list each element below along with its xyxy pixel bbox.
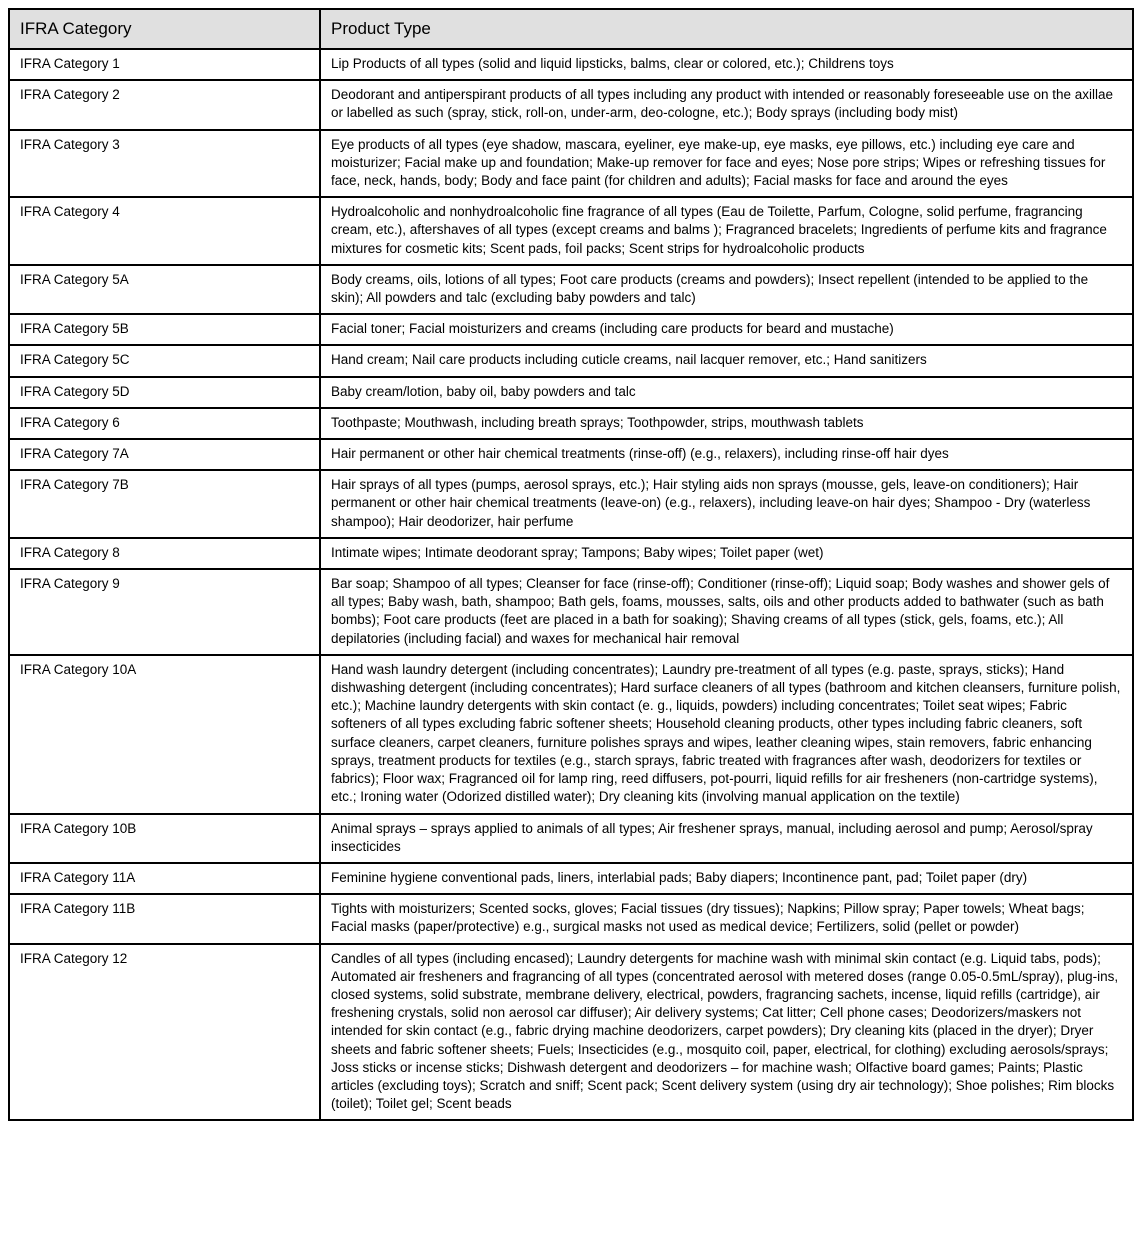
table-row (9, 408, 1133, 439)
ifra-category-cell: IFRA Category 7A (9, 439, 320, 470)
ifra-category-cell: IFRA Category 5C (9, 345, 320, 376)
table-row (9, 197, 1133, 265)
table-row (9, 863, 1133, 894)
table-row (9, 814, 1133, 863)
ifra-category-cell: IFRA Category 6 (9, 408, 320, 439)
product-type-cell: Body creams, oils, lotions of all types; Foot care products (creams and powders); Insect repellent (intended to be applied to the skin); All powders and talc (excluding baby powders and talc) (320, 265, 1133, 314)
product-type-cell: Baby cream/lotion, baby oil, baby powders and talc (320, 377, 1133, 408)
ifra-category-cell: IFRA Category 12 (9, 944, 320, 1121)
product-type-cell: Bar soap; Shampoo of all types; Cleanser for face (rinse-off); Conditioner (rinse-off); Liquid soap; Body washes and shower gels of all types; Baby wash, bath, shampoo; Bath gels, foams, mousses, salts, oils and other products added to bathwater (such as bath bombs); Foot care products (feet are placed in a bath for soaking); Shaving creams of all types (stick, gels, foams, etc.); All depilatories (including facial) and waxes for mechanical hair removal (320, 569, 1133, 655)
ifra-category-cell: IFRA Category 11B (9, 894, 320, 943)
product-type-cell: Hair sprays of all types (pumps, aerosol sprays, etc.); Hair styling aids non sprays (mousse, gels, leave-on conditioners); Hair permanent or other hair chemical treatments (leave-on) (e.g., relaxers), including leave-on hair dyes; Shampoo - Dry (waterless shampoo); Hair deodorizer, hair perfume (320, 470, 1133, 538)
ifra-category-cell: IFRA Category 4 (9, 197, 320, 265)
ifra-category-cell: IFRA Category 8 (9, 538, 320, 569)
product-type-cell: Hand wash laundry detergent (including concentrates); Laundry pre-treatment of all types (e.g. paste, sprays, sticks); Hand dishwashing detergent (including concentrates); Hard surface cleaners of all types (bathroom and kitchen cleansers, furniture polish, etc.); Machine laundry detergents with skin contact (e. g., liquids, powders) including concentrates; Toilet seat wipes; Fabric softeners of all types excluding fabric softener sheets; Household cleaning products, other types including fabric cleaners, soft surface cleaners, carpet cleaners, furniture polishes sprays and wipes, leather cleaning wipes, stain removers, fabric enhancing sprays, treatment products for textiles (e.g., starch sprays, fabric treated with fragrances after wash, deodorizers for textiles or fabrics); Floor wax; Fragranced oil for lamp ring, reed diffusers, pot-pourri, liquid refills for air fresheners (non-cartridge systems), etc.; Ironing water (Odorized distilled water); Dry cleaning kits (involving manual application on the textile) (320, 655, 1133, 814)
table-row (9, 377, 1133, 408)
header-cell-ifra-category: IFRA Category (9, 9, 320, 49)
ifra-category-cell: IFRA Category 11A (9, 863, 320, 894)
ifra-category-cell: IFRA Category 9 (9, 569, 320, 655)
table-body (9, 49, 1133, 1120)
table-row (9, 470, 1133, 538)
ifra-category-table (8, 8, 1134, 1121)
header-cell-product-type: Product Type (320, 9, 1133, 49)
table-row (9, 314, 1133, 345)
product-type-cell: Tights with moisturizers; Scented socks, gloves; Facial tissues (dry tissues); Napkins; Pillow spray; Paper towels; Wheat bags; Facial masks (paper/protective) e.g., surgical masks not used as medical device; Fertilizers, solid (pellet or powder) (320, 894, 1133, 943)
product-type-cell: Feminine hygiene conventional pads, liners, interlabial pads; Baby diapers; Incontinence pant, pad; Toilet paper (dry) (320, 863, 1133, 894)
table-row (9, 49, 1133, 80)
table-row (9, 944, 1133, 1121)
table-row (9, 80, 1133, 129)
product-type-cell: Deodorant and antiperspirant products of all types including any product with intended or reasonably foreseeable use on the axillae or labelled as such (spray, stick, roll-on, under-arm, deo-cologne, etc.); Body sprays (including body mist) (320, 80, 1133, 129)
product-type-cell: Eye products of all types (eye shadow, mascara, eyeliner, eye make-up, eye masks, eye pillows, etc.) including eye care and moisturizer; Facial make up and foundation; Make-up remover for face and eyes; Nose pore strips; Wipes or refreshing tissues for face, neck, hands, body; Body and face paint (for children and adults); Facial masks for face and around the eyes (320, 130, 1133, 198)
ifra-category-cell: IFRA Category 5B (9, 314, 320, 345)
product-type-cell: Toothpaste; Mouthwash, including breath sprays; Toothpowder, strips, mouthwash tablets (320, 408, 1133, 439)
ifra-category-cell: IFRA Category 2 (9, 80, 320, 129)
ifra-category-cell: IFRA Category 10B (9, 814, 320, 863)
table-row (9, 130, 1133, 198)
product-type-cell: Hair permanent or other hair chemical treatments (rinse-off) (e.g., relaxers), including rinse-off hair dyes (320, 439, 1133, 470)
product-type-cell: Animal sprays – sprays applied to animals of all types; Air freshener sprays, manual, including aerosol and pump; Aerosol/spray insecticides (320, 814, 1133, 863)
table-row (9, 569, 1133, 655)
table-row (9, 538, 1133, 569)
product-type-cell: Hand cream; Nail care products including cuticle creams, nail lacquer remover, etc.; Hand sanitizers (320, 345, 1133, 376)
table-row (9, 265, 1133, 314)
ifra-category-cell: IFRA Category 1 (9, 49, 320, 80)
table-row (9, 894, 1133, 943)
ifra-category-cell: IFRA Category 3 (9, 130, 320, 198)
ifra-category-cell: IFRA Category 5A (9, 265, 320, 314)
product-type-cell: Candles of all types (including encased); Laundry detergents for machine wash with minimal skin contact (e.g. Liquid tabs, pods); Automated air fresheners and fragrancing of all types (concentrated aerosol with metered doses (range 0.05-0.5mL/spray), plug-ins, closed systems, solid substrate, membrane delivery, electrical, powders, fragrancing sachets, incense, liquid refills (cartridge), air freshening crystals, solid non aerosol car diffuser); Air delivery systems; Cat litter; Cell phone cases; Deodorizers/maskers not intended for skin contact (e.g., fabric drying machine deodorizers, carpet powders); Dry cleaning kits (placed in the dryer); Dryer sheets and fabric softener sheets; Fuels; Insecticides (e.g., mosquito coil, paper, electrical, for clothing) excluding aerosols/sprays; Joss sticks or incense sticks; Dishwash detergent and deodorizers – for machine wash; Olfactive board games; Paints; Plastic articles (excluding toys); Scratch and sniff; Scent pack; Scent delivery system (using dry air technology); Shoe polishes; Rim blocks (toilet); Toilet gel; Scent beads (320, 944, 1133, 1121)
product-type-cell: Intimate wipes; Intimate deodorant spray; Tampons; Baby wipes; Toilet paper (wet) (320, 538, 1133, 569)
table-header (9, 9, 1133, 49)
table-row (9, 655, 1133, 814)
ifra-category-cell: IFRA Category 7B (9, 470, 320, 538)
ifra-category-cell: IFRA Category 10A (9, 655, 320, 814)
ifra-category-cell: IFRA Category 5D (9, 377, 320, 408)
table-row (9, 345, 1133, 376)
product-type-cell: Hydroalcoholic and nonhydroalcoholic fine fragrance of all types (Eau de Toilette, Parfum, Cologne, solid perfume, fragrancing cream, etc.), aftershaves of all types (except creams and balms ); Fragranced bracelets; Ingredients of perfume kits and fragrance mixtures for cosmetic kits; Scent pads, foil packs; Scent strips for hydroalcoholic products (320, 197, 1133, 265)
product-type-cell: Lip Products of all types (solid and liquid lipsticks, balms, clear or colored, etc.); Childrens toys (320, 49, 1133, 80)
header-row (9, 9, 1133, 49)
table-row (9, 439, 1133, 470)
product-type-cell: Facial toner; Facial moisturizers and creams (including care products for beard and mustache) (320, 314, 1133, 345)
